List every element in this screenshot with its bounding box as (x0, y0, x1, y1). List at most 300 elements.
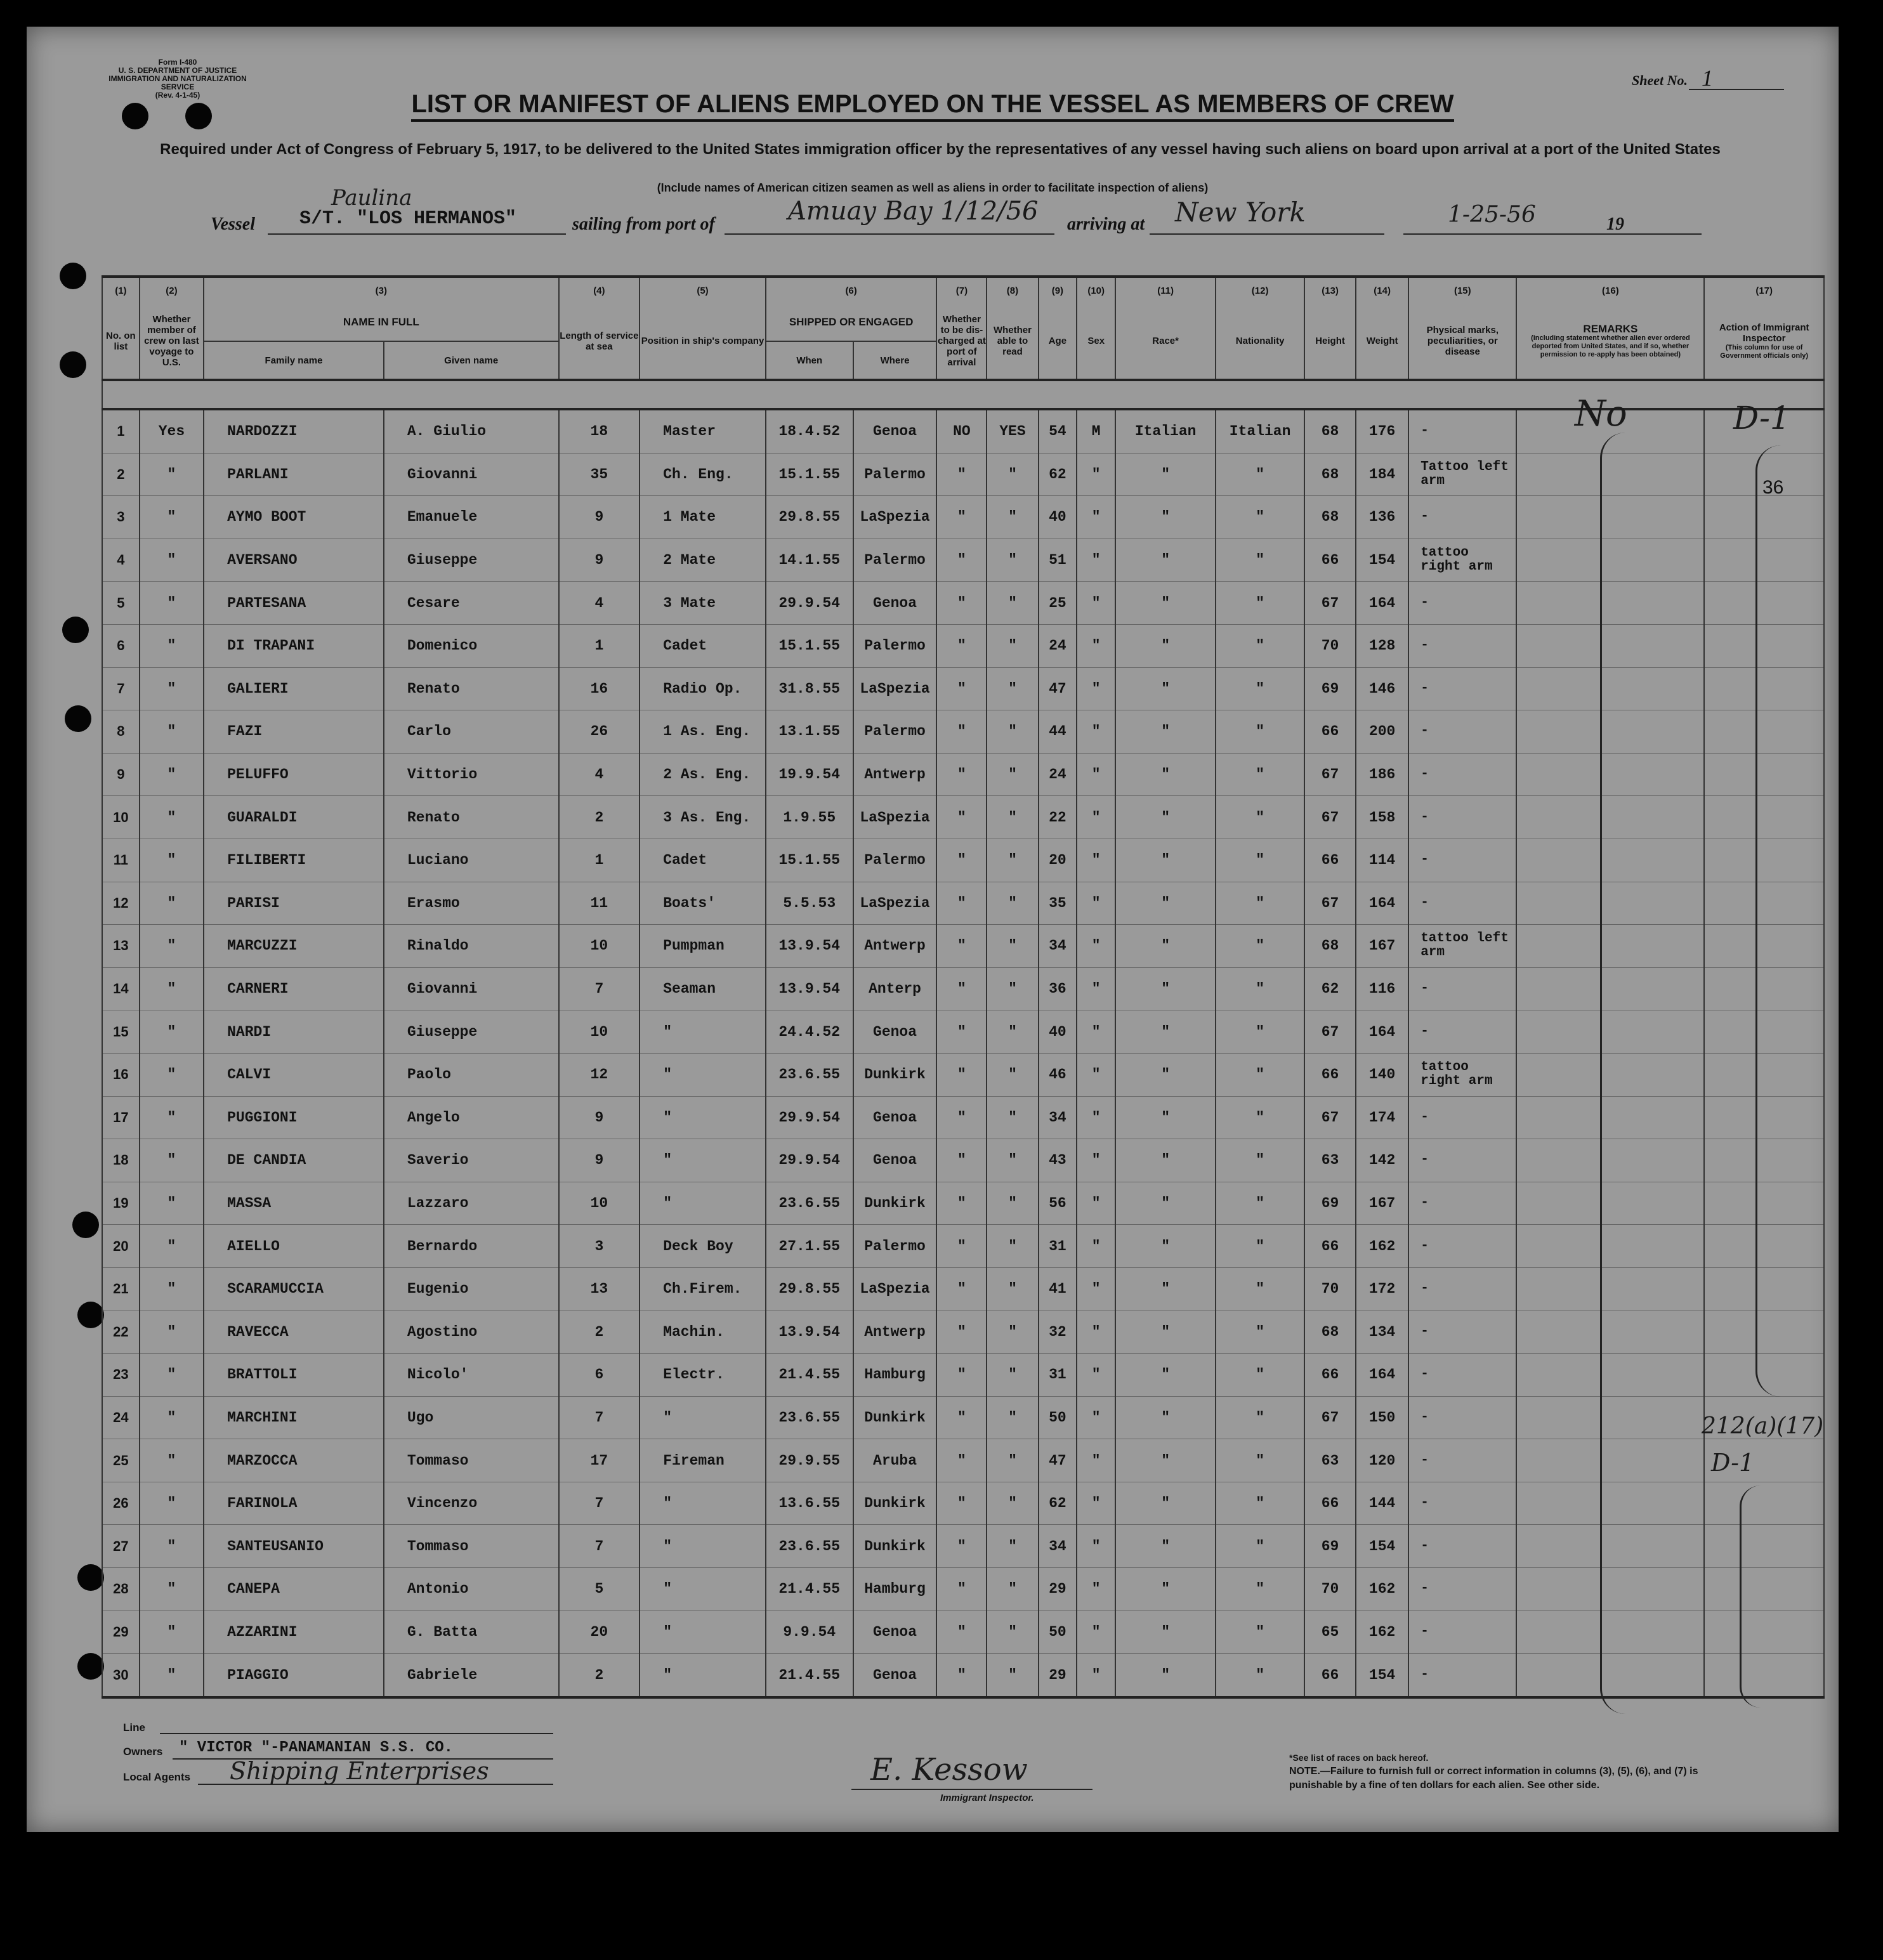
shipped-where-cell: Dunkirk (853, 1396, 937, 1439)
height-cell: 65 (1304, 1610, 1356, 1654)
crew-table-body (102, 409, 1824, 1697)
punch-hole (72, 1212, 99, 1238)
age-cell: 56 (1039, 1182, 1077, 1225)
weight-cell: 164 (1356, 882, 1408, 925)
age-cell: 29 (1039, 1568, 1077, 1611)
discharged-cell: " (936, 967, 987, 1010)
shipped-where-cell: Hamburg (853, 1354, 937, 1397)
race-cell: " (1115, 1225, 1216, 1268)
family-name-cell: CANEPA (204, 1568, 384, 1611)
discharged-cell: " (936, 624, 987, 667)
given-name-cell: Luciano (384, 839, 559, 882)
height-cell: 66 (1304, 1354, 1356, 1397)
race-cell: " (1115, 1182, 1216, 1225)
weight-cell: 120 (1356, 1439, 1408, 1482)
nationality-cell: " (1216, 539, 1304, 582)
discharged-cell: " (936, 1568, 987, 1611)
weight-cell: 176 (1356, 409, 1408, 453)
punch-hole (77, 1564, 104, 1591)
nationality-cell: " (1216, 1568, 1304, 1611)
nationality-cell: " (1216, 925, 1304, 968)
given-name-cell: Ugo (384, 1396, 559, 1439)
able-to-read-cell: " (987, 496, 1038, 539)
able-to-read-cell: " (987, 1354, 1038, 1397)
discharged-cell: " (936, 582, 987, 625)
discharged-cell: " (936, 1354, 987, 1397)
sex-cell: " (1077, 582, 1115, 625)
height-cell: 70 (1304, 624, 1356, 667)
race-cell: " (1115, 710, 1216, 754)
sex-cell: " (1077, 1010, 1115, 1054)
list-no-cell: 30 (102, 1654, 140, 1697)
physical-marks-cell: - (1408, 1267, 1516, 1310)
race-note: *See list of races on back hereof. (1289, 1753, 1429, 1763)
weight-cell: 162 (1356, 1225, 1408, 1268)
race-cell: " (1115, 496, 1216, 539)
height-cell: 66 (1304, 710, 1356, 754)
able-to-read-cell: " (987, 1139, 1038, 1182)
race-cell: " (1115, 925, 1216, 968)
height-cell: 66 (1304, 1654, 1356, 1697)
shipped-where-cell: Genoa (853, 1096, 937, 1139)
nationality-cell: " (1216, 753, 1304, 796)
position-cell: " (640, 1096, 766, 1139)
list-no-cell: 2 (102, 453, 140, 496)
sex-cell: " (1077, 1139, 1115, 1182)
col-num-10: (10) (1077, 277, 1115, 303)
header-where: Where (853, 341, 937, 380)
family-name-cell: FAZI (204, 710, 384, 754)
revision-date: (Rev. 4-1-45) (155, 91, 200, 100)
table-row (102, 1182, 1824, 1225)
service-years-cell: 20 (559, 1610, 640, 1654)
prev-voyage-cell: Yes (140, 409, 204, 453)
shipped-where-cell: Genoa (853, 1610, 937, 1654)
row-25-d1: D-1 (1711, 1449, 1755, 1477)
row-25-action: 212(a)(17) (1702, 1413, 1824, 1439)
shipped-when-cell: 15.1.55 (766, 839, 853, 882)
able-to-read-cell: " (987, 710, 1038, 754)
list-no-cell: 21 (102, 1267, 140, 1310)
header-inspector-title: Action of Immigrant Inspector (1719, 322, 1809, 344)
shipped-when-cell: 13.1.55 (766, 710, 853, 754)
family-name-cell: AYMO BOOT (204, 496, 384, 539)
shipped-where-cell: Hamburg (853, 1568, 937, 1611)
sex-cell: " (1077, 539, 1115, 582)
col-num-3: (3) (204, 277, 558, 303)
family-name-cell: SCARAMUCCIA (204, 1267, 384, 1310)
list-no-cell: 13 (102, 925, 140, 968)
height-cell: 69 (1304, 1182, 1356, 1225)
shipped-where-cell: Dunkirk (853, 1182, 937, 1225)
given-name-cell: Tommaso (384, 1439, 559, 1482)
weight-cell: 158 (1356, 796, 1408, 839)
able-to-read-cell: " (987, 1482, 1038, 1525)
race-cell: " (1115, 882, 1216, 925)
shipped-where-cell: Palermo (853, 1225, 937, 1268)
position-cell: Electr. (640, 1354, 766, 1397)
shipped-where-cell: LaSpezia (853, 796, 937, 839)
height-cell: 69 (1304, 1525, 1356, 1568)
prev-voyage-cell: " (140, 710, 204, 754)
given-name-cell: Renato (384, 667, 559, 710)
col-num-14: (14) (1356, 277, 1408, 303)
physical-marks-cell: - (1408, 1182, 1516, 1225)
list-no-cell: 16 (102, 1053, 140, 1096)
shipped-when-cell: 31.8.55 (766, 667, 853, 710)
age-cell: 40 (1039, 496, 1077, 539)
shipped-where-cell: Dunkirk (853, 1482, 937, 1525)
age-cell: 24 (1039, 753, 1077, 796)
shipped-where-cell: Palermo (853, 453, 937, 496)
service-years-cell: 1 (559, 839, 640, 882)
prev-voyage-cell: " (140, 839, 204, 882)
family-name-cell: CARNERI (204, 967, 384, 1010)
age-cell: 43 (1039, 1139, 1077, 1182)
sex-cell: " (1077, 1096, 1115, 1139)
form-number: Form I-480 (158, 58, 197, 67)
race-cell: " (1115, 1482, 1216, 1525)
age-cell: 47 (1039, 1439, 1077, 1482)
shipped-where-cell: LaSpezia (853, 1267, 937, 1310)
height-cell: 67 (1304, 1396, 1356, 1439)
discharged-cell: " (936, 1654, 987, 1697)
prev-voyage-cell: " (140, 624, 204, 667)
age-cell: 62 (1039, 453, 1077, 496)
physical-marks-cell: - (1408, 1139, 1516, 1182)
shipped-when-cell: 29.8.55 (766, 1267, 853, 1310)
discharged-cell: " (936, 1182, 987, 1225)
able-to-read-cell: " (987, 1525, 1038, 1568)
table-row (102, 710, 1824, 754)
table-row (102, 496, 1824, 539)
weight-cell: 134 (1356, 1310, 1408, 1354)
age-cell: 62 (1039, 1482, 1077, 1525)
shipped-when-cell: 15.1.55 (766, 453, 853, 496)
age-cell: 41 (1039, 1267, 1077, 1310)
legal-subtitle: Required under Act of Congress of February 5, 1917, to be delivered to the United States immigration officer by the representatives of any vessel having such aliens on board upon arrival at a port of the United States (160, 141, 1721, 158)
race-cell: " (1115, 1310, 1216, 1354)
race-cell: " (1115, 1525, 1216, 1568)
weight-cell: 184 (1356, 453, 1408, 496)
list-no-cell: 10 (102, 796, 140, 839)
height-cell: 68 (1304, 1310, 1356, 1354)
nationality-cell: " (1216, 1182, 1304, 1225)
table-row (102, 1053, 1824, 1096)
sheet-number: 1 (1702, 65, 1713, 91)
table-row (102, 967, 1824, 1010)
weight-cell: 167 (1356, 925, 1408, 968)
remarks-ditto-line (1600, 433, 1627, 1714)
service-years-cell: 2 (559, 1310, 640, 1354)
sex-cell: " (1077, 1568, 1115, 1611)
height-cell: 66 (1304, 1225, 1356, 1268)
given-name-cell: Vincenzo (384, 1482, 559, 1525)
list-no-cell: 23 (102, 1354, 140, 1397)
family-name-cell: FARINOLA (204, 1482, 384, 1525)
given-name-cell: Gabriele (384, 1654, 559, 1697)
able-to-read-cell: " (987, 839, 1038, 882)
weight-cell: 150 (1356, 1396, 1408, 1439)
sex-cell: " (1077, 1225, 1115, 1268)
age-cell: 40 (1039, 1010, 1077, 1054)
sheet-label: Sheet No. (1632, 72, 1688, 88)
nationality-cell: " (1216, 710, 1304, 754)
service-years-cell: 7 (559, 1396, 640, 1439)
list-no-cell: 26 (102, 1482, 140, 1525)
prev-voyage-cell: " (140, 539, 204, 582)
prev-voyage-cell: " (140, 1354, 204, 1397)
port-underline (725, 233, 1054, 235)
service-years-cell: 9 (559, 1139, 640, 1182)
height-cell: 70 (1304, 1568, 1356, 1611)
table-row (102, 1439, 1824, 1482)
sex-cell: " (1077, 1482, 1115, 1525)
header-able-read: Whether able to read (987, 303, 1038, 380)
height-cell: 69 (1304, 667, 1356, 710)
given-name-cell: Giovanni (384, 967, 559, 1010)
prev-voyage-cell: " (140, 1053, 204, 1096)
able-to-read-cell: " (987, 582, 1038, 625)
table-row (102, 1568, 1824, 1611)
given-name-cell: Angelo (384, 1096, 559, 1139)
col-num-7: (7) (936, 277, 987, 303)
shipped-where-cell: Anterp (853, 967, 937, 1010)
prev-voyage-cell: " (140, 667, 204, 710)
header-sex: Sex (1077, 303, 1115, 380)
sex-cell: " (1077, 624, 1115, 667)
list-no-cell: 22 (102, 1310, 140, 1354)
inspector-ditto-line (1755, 445, 1783, 1397)
position-cell: " (640, 1053, 766, 1096)
nationality-cell: " (1216, 1610, 1304, 1654)
nationality-cell: " (1216, 967, 1304, 1010)
position-cell: Fireman (640, 1439, 766, 1482)
sex-cell: " (1077, 1439, 1115, 1482)
race-cell: " (1115, 624, 1216, 667)
header-inspector-action (1704, 303, 1824, 380)
service-years-cell: 35 (559, 453, 640, 496)
col-num-2: (2) (140, 277, 204, 303)
arrival-date: 1-25-56 (1448, 202, 1536, 228)
list-no-cell: 6 (102, 624, 140, 667)
prev-voyage-cell: " (140, 496, 204, 539)
age-cell: 50 (1039, 1396, 1077, 1439)
col-num-9: (9) (1039, 277, 1077, 303)
service-years-cell: 10 (559, 1182, 640, 1225)
age-cell: 34 (1039, 925, 1077, 968)
race-cell: " (1115, 1654, 1216, 1697)
race-cell: " (1115, 1354, 1216, 1397)
nationality-cell: " (1216, 624, 1304, 667)
list-no-cell: 4 (102, 539, 140, 582)
nationality-cell: " (1216, 496, 1304, 539)
sex-cell: " (1077, 967, 1115, 1010)
discharged-cell: NO (936, 409, 987, 453)
sex-cell: " (1077, 1053, 1115, 1096)
service-years-cell: 6 (559, 1354, 640, 1397)
service-years-cell: 7 (559, 1525, 640, 1568)
family-name-cell: DI TRAPANI (204, 624, 384, 667)
crew-table (102, 275, 1825, 1699)
age-cell: 25 (1039, 582, 1077, 625)
shipped-where-cell: Genoa (853, 582, 937, 625)
able-to-read-cell: " (987, 1568, 1038, 1611)
nationality-cell: " (1216, 1096, 1304, 1139)
inspector-signature: E. Kessow (870, 1752, 1028, 1787)
table-row (102, 409, 1824, 453)
able-to-read-cell: " (987, 539, 1038, 582)
able-to-read-cell: " (987, 925, 1038, 968)
shipped-when-cell: 29.8.55 (766, 496, 853, 539)
prev-voyage-cell: " (140, 1396, 204, 1439)
header-prev-voyage: Whether member of crew on last voyage to U.S. (140, 303, 204, 380)
given-name-cell: Tommaso (384, 1525, 559, 1568)
inspector-label: Immigrant Inspector. (940, 1793, 1034, 1803)
shipped-where-cell: Dunkirk (853, 1053, 937, 1096)
nationality-cell: " (1216, 1139, 1304, 1182)
sex-cell: M (1077, 409, 1115, 453)
given-name-cell: Bernardo (384, 1225, 559, 1268)
physical-marks-cell: - (1408, 839, 1516, 882)
table-row (102, 1654, 1824, 1697)
arriving-port: New York (1175, 197, 1306, 228)
age-cell: 46 (1039, 1053, 1077, 1096)
service-years-cell: 4 (559, 753, 640, 796)
position-cell: Ch.Firem. (640, 1267, 766, 1310)
list-no-cell: 12 (102, 882, 140, 925)
weight-cell: 136 (1356, 496, 1408, 539)
service-years-cell: 2 (559, 1654, 640, 1697)
shipped-when-cell: 15.1.55 (766, 624, 853, 667)
discharged-cell: " (936, 667, 987, 710)
physical-marks-cell: - (1408, 409, 1516, 453)
nationality-cell: " (1216, 1010, 1304, 1054)
position-cell: Boats' (640, 882, 766, 925)
family-name-cell: AZZARINI (204, 1610, 384, 1654)
sex-cell: " (1077, 710, 1115, 754)
punch-hole (60, 351, 86, 378)
given-name-cell: Eugenio (384, 1267, 559, 1310)
prev-voyage-cell: " (140, 1654, 204, 1697)
table-row (102, 1482, 1824, 1525)
prev-voyage-cell: " (140, 1439, 204, 1482)
vessel-underline (268, 233, 566, 235)
physical-marks-cell: tattoo right arm (1408, 1053, 1516, 1096)
able-to-read-cell: " (987, 967, 1038, 1010)
discharged-cell: " (936, 1053, 987, 1096)
nationality-cell: " (1216, 1396, 1304, 1439)
physical-marks-cell: - (1408, 1225, 1516, 1268)
family-name-cell: NARDI (204, 1010, 384, 1054)
weight-cell: 128 (1356, 624, 1408, 667)
height-cell: 67 (1304, 882, 1356, 925)
age-cell: 29 (1039, 1654, 1077, 1697)
shipped-when-cell: 29.9.54 (766, 1139, 853, 1182)
shipped-when-cell: 13.9.54 (766, 967, 853, 1010)
weight-cell: 154 (1356, 1654, 1408, 1697)
arriving-label: arriving at (1067, 214, 1145, 234)
able-to-read-cell: " (987, 1225, 1038, 1268)
given-name-cell: Erasmo (384, 882, 559, 925)
col-num-1: (1) (102, 277, 140, 303)
header-nationality: Nationality (1216, 303, 1304, 380)
table-row (102, 1310, 1824, 1354)
punch-hole (62, 617, 89, 643)
race-cell: " (1115, 453, 1216, 496)
vessel-label: Vessel (211, 214, 255, 234)
physical-marks-cell: - (1408, 1096, 1516, 1139)
table-row (102, 1225, 1824, 1268)
service-years-cell: 5 (559, 1568, 640, 1611)
family-name-cell: MARZOCCA (204, 1439, 384, 1482)
position-cell: " (640, 1568, 766, 1611)
row-25-ditto-line (1740, 1486, 1761, 1708)
height-cell: 67 (1304, 753, 1356, 796)
given-name-cell: Renato (384, 796, 559, 839)
header-remarks-title: REMARKS (1583, 322, 1638, 335)
owners-value: " VICTOR "-PANAMANIAN S.S. CO. (179, 1739, 454, 1756)
signature-underline (851, 1789, 1092, 1790)
able-to-read-cell: YES (987, 409, 1038, 453)
penalty-note: NOTE.—Failure to furnish full or correct information in columns (3), (5), (6), and (7) is punishable by a fine of ten dollars for each alien. See other side. (1289, 1766, 1698, 1791)
height-cell: 68 (1304, 409, 1356, 453)
family-name-cell: AIELLO (204, 1225, 384, 1268)
service-years-cell: 4 (559, 582, 640, 625)
table-row (102, 1354, 1824, 1397)
height-cell: 68 (1304, 925, 1356, 968)
weight-cell: 172 (1356, 1267, 1408, 1310)
nationality-cell: " (1216, 667, 1304, 710)
table-row (102, 539, 1824, 582)
able-to-read-cell: " (987, 1396, 1038, 1439)
list-no-cell: 5 (102, 582, 140, 625)
agents-label: Local Agents (123, 1771, 191, 1783)
nationality-cell: " (1216, 839, 1304, 882)
date-underline (1403, 233, 1702, 235)
department-name: U. S. DEPARTMENT OF JUSTICE (118, 66, 237, 75)
nationality-cell: " (1216, 1654, 1304, 1697)
height-cell: 63 (1304, 1439, 1356, 1482)
discharged-cell: " (936, 1610, 987, 1654)
weight-cell: 154 (1356, 1525, 1408, 1568)
shipped-where-cell: LaSpezia (853, 667, 937, 710)
discharged-cell: " (936, 453, 987, 496)
race-cell: " (1115, 1396, 1216, 1439)
height-cell: 67 (1304, 796, 1356, 839)
service-years-cell: 2 (559, 796, 640, 839)
able-to-read-cell: " (987, 1096, 1038, 1139)
list-no-cell: 28 (102, 1568, 140, 1611)
shipped-when-cell: 13.6.55 (766, 1482, 853, 1525)
physical-marks-cell: - (1408, 1482, 1516, 1525)
service-years-cell: 3 (559, 1225, 640, 1268)
page-title-text: LIST OR MANIFEST OF ALIENS EMPLOYED ON THE VESSEL AS MEMBERS OF CREW (411, 90, 1453, 122)
position-cell: " (640, 1396, 766, 1439)
able-to-read-cell: " (987, 1310, 1038, 1354)
list-no-cell: 15 (102, 1010, 140, 1054)
given-name-cell: Saverio (384, 1139, 559, 1182)
physical-marks-cell: tattoo left arm (1408, 925, 1516, 968)
prev-voyage-cell: " (140, 1267, 204, 1310)
list-no-cell: 14 (102, 967, 140, 1010)
discharged-cell: " (936, 496, 987, 539)
given-name-cell: Lazzaro (384, 1182, 559, 1225)
height-cell: 70 (1304, 1267, 1356, 1310)
race-cell: Italian (1115, 409, 1216, 453)
punch-hole (60, 263, 86, 289)
age-cell: 24 (1039, 624, 1077, 667)
